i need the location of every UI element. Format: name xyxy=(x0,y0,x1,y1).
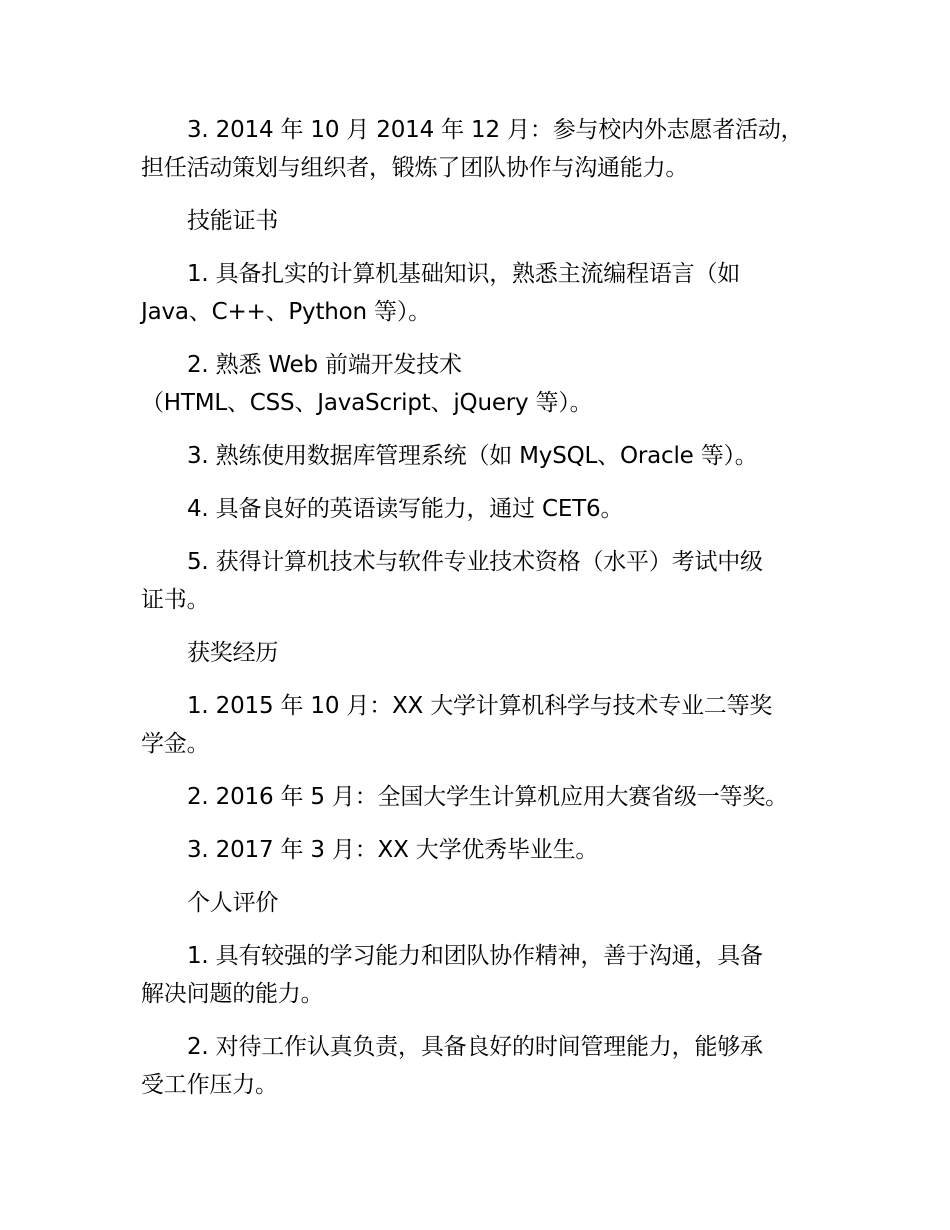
section-heading-awards xyxy=(141,634,813,672)
skill-item xyxy=(141,346,813,422)
text-line: 1. 2015 年 10 月：XX 大学计算机科学与技术专业二等奖 xyxy=(187,693,773,719)
text-line: 2. 2016 年 5 月：全国大学生计算机应用大赛省级一等奖。 xyxy=(187,784,788,810)
text-line: 4. 具备良好的英语读写能力，通过 CET6。 xyxy=(187,496,624,522)
skill-item xyxy=(141,490,813,528)
text-line: 获奖经历 xyxy=(187,640,279,666)
text-line: 5. 获得计算机技术与软件专业技术资格（水平）考试中级 xyxy=(187,549,763,575)
text-line: 解决问题的能力。 xyxy=(141,981,324,1007)
text-line: Java、C++、Python 等）。 xyxy=(141,299,431,325)
text-line: 担任活动策划与组织者，锻炼了团队协作与沟通能力。 xyxy=(141,155,689,181)
text-line: 3. 2017 年 3 月：XX 大学优秀毕业生。 xyxy=(187,837,599,863)
document-page xyxy=(141,111,813,1119)
evaluation-item xyxy=(141,1028,813,1104)
skill-item xyxy=(141,543,813,619)
text-line: 3. 2014 年 10 月 2014 年 12 月：参与校内外志愿者活动， xyxy=(187,117,804,143)
text-line: 技能证书 xyxy=(187,208,279,234)
skill-item xyxy=(141,255,813,331)
text-line: 3. 熟练使用数据库管理系统（如 MySQL、Oracle 等）。 xyxy=(187,443,758,469)
award-item xyxy=(141,831,813,869)
text-line: 1. 具备扎实的计算机基础知识，熟悉主流编程语言（如 xyxy=(187,261,741,287)
skill-item xyxy=(141,437,813,475)
text-line: 证书。 xyxy=(141,587,210,613)
award-item xyxy=(141,687,813,763)
award-item xyxy=(141,778,813,816)
text-line: 学金。 xyxy=(141,731,210,757)
evaluation-item xyxy=(141,937,813,1013)
text-line: 受工作压力。 xyxy=(141,1072,278,1098)
text-line: 2. 对待工作认真负责，具备良好的时间管理能力，能够承 xyxy=(187,1034,763,1060)
section-heading-self-evaluation xyxy=(141,884,813,922)
text-line: 个人评价 xyxy=(187,890,279,916)
text-line: 2. 熟悉 Web 前端开发技术 xyxy=(187,352,462,378)
text-line: 1. 具有较强的学习能力和团队协作精神，善于沟通，具备 xyxy=(187,943,763,969)
text-line: （HTML、CSS、JavaScript、jQuery 等）。 xyxy=(141,390,593,416)
volunteer-activity-paragraph xyxy=(141,111,813,187)
section-heading-skills xyxy=(141,202,813,240)
